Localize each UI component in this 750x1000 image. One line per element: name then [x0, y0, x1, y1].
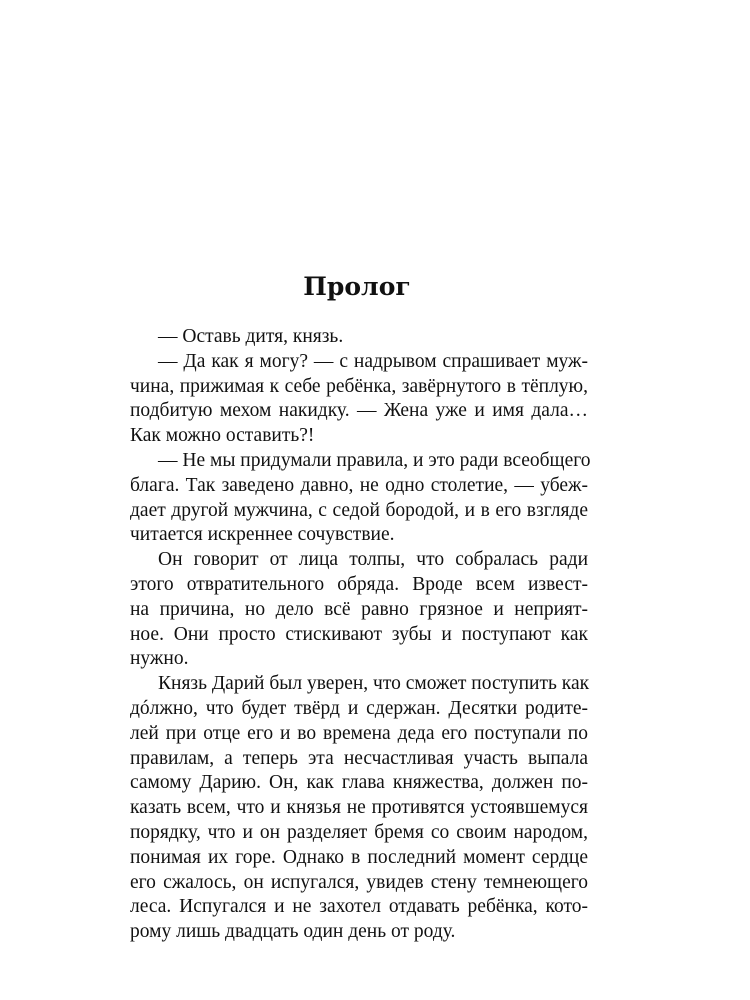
- body-text: [130, 325, 591, 945]
- text-line: порядку, что и он разделяет бремя со своим народом,: [130, 821, 588, 843]
- text-line: нужно.: [130, 648, 189, 670]
- text-line: дает другой мужчина, с седой бородой, и в его взгляде: [130, 499, 588, 521]
- text-line: подбитую мехом накидку. — Жена уже и имя дала…: [130, 400, 588, 422]
- text-line: — Не мы придумали правила, и это ради всеобщего: [158, 449, 591, 471]
- text-line: — Да как я могу? — с надрывом спрашивает муж-: [158, 350, 588, 372]
- text-line: Он говорит от лица толпы, что собралась ради: [158, 549, 588, 571]
- text-line: на причина, но дело всё равно грязное и неприят-: [130, 598, 588, 620]
- text-line: чина, прижимая к себе ребёнка, завёрнутого в тёплую,: [130, 375, 588, 397]
- text-line: Князь Дарий был уверен, что сможет поступить как: [158, 673, 590, 695]
- text-line: читается искреннее сочувствие.: [130, 524, 395, 546]
- text-line: лей при отце его и во времена деда его поступали по: [130, 722, 588, 744]
- text-line: этого отвратительного обряда. Вроде всем извест-: [130, 573, 588, 595]
- text-line: дóлжно, что будет твёрд и сдержан. Десятки родите-: [130, 697, 588, 719]
- text-line: рому лишь двадцать один день от роду.: [130, 921, 456, 943]
- text-line: его сжалось, он испугался, увидев стену темнеющего: [130, 871, 588, 893]
- text-line: ное. Они просто стискивают зубы и поступают как: [130, 623, 588, 645]
- text-line: — Оставь дитя, князь.: [158, 326, 344, 347]
- text-line: самому Дарию. Он, как глава княжества, должен по-: [130, 772, 588, 794]
- chapter-title: Пролог: [303, 272, 411, 301]
- text-line: казать всем, что и князья не противятся устоявшемуся: [130, 797, 588, 819]
- text-line: Как можно оставить?!: [130, 425, 315, 447]
- text-line: правилам, а теперь эта несчастливая участь выпала: [130, 747, 588, 769]
- text-line: блага. Так заведено давно, не одно столетие, — убеж-: [130, 474, 588, 496]
- text-line: понимая их горе. Однако в последний момент сердце: [130, 846, 588, 868]
- text-line: леса. Испугался и не захотел отдавать ребёнка, кото-: [130, 896, 588, 918]
